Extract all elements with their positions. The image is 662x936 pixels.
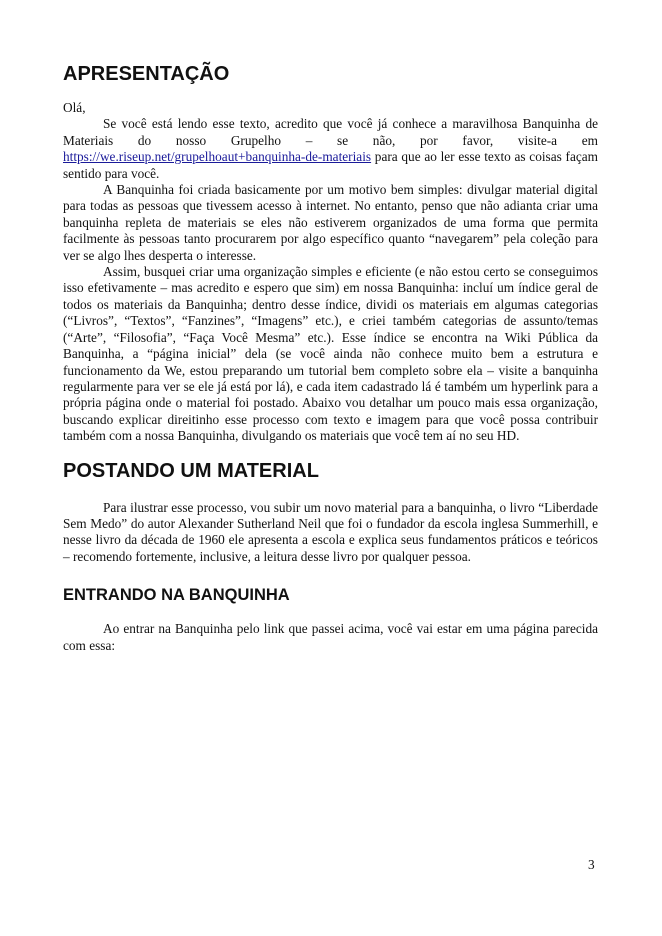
paragraph-entering: Ao entrar na Banquinha pelo link que passei acima, você vai estar em uma página parecida com essa: (63, 621, 598, 653)
section-apresentacao (63, 62, 598, 445)
heading-entrando: ENTRANDO NA BANQUINHA (63, 586, 290, 605)
heading-postando: POSTANDO UM MATERIAL (63, 459, 319, 482)
section-postando (63, 459, 598, 566)
heading-apresentacao: APRESENTAÇÃO (63, 63, 230, 85)
paragraph-motivation: A Banquinha foi criada basicamente por um motivo bem simples: divulgar material digital para todas as pessoas que tivessem acesso à internet. No entanto, penso que não adianta criar uma banquinha repleta de materiais se eles não estiverem organizados de uma forma que permita facilmente às pessoas tanto procurarem por algo específico quanto “navegarem” pela coleção para ver se algo lhes desperta o interesse. (63, 182, 598, 263)
paragraph-intro-text-2: para que ao ler esse texto as coisas façam sentido para você. (63, 149, 598, 181)
greeting: Olá, (63, 100, 86, 115)
section-entrando (63, 585, 598, 654)
paragraph-intro (63, 116, 598, 182)
paragraph-organization: Assim, busquei criar uma organização simples e eficiente (e não estou certo se conseguimos isso efetivamente – mas acredito e espero que sim) em nossa Banquinha: incluí um índice geral de todos os materiais da Banquinha; dentro desse índice, dividi os materiais em algumas categorias (“Livros”, “Textos”, “Fanzines”, “Imagens” etc.), e criei também categorias de assunto/temas (“Arte”, “Filosofia”, “Faça Você Mesma” etc.). Esse índice se encontra na Wiki Pública da Banquinha, a “página inicial” dela (se você ainda não conhece muito bem a estrutura e funcionamento da We, estou preparando um tutorial bem completo sobre ela – visite a banquinha regularmente para ver se ele já está por lá), e cada item cadastrado lá é também um hyperlink para a própria página onde o material foi postado. Abaixo vou detalhar um pouco mais essa organização, buscando explicar direitinho esse processo com texto e imagem para que você possa contribuir também com a nossa Banquinha, divulgando os materiais que você tem aí no seu HD. (63, 264, 598, 444)
document-page (63, 58, 598, 654)
paragraph-intro-text-1: Se você está lendo esse texto, acredito que você já conhece a maravilhosa Banquinha de Materiais do nosso Grupelho – se não, por favor, visite-a em (63, 116, 598, 148)
page-number: 3 (588, 857, 595, 872)
banquinha-link[interactable]: https://we.riseup.net/grupelhoaut+banquinha-de-materiais (63, 149, 372, 165)
paragraph-posting: Para ilustrar esse processo, vou subir um novo material para a banquinha, o livro “Liberdade Sem Medo” do autor Alexander Sutherland Neil que foi o fundador da escola inglesa Summerhill, e nesse livro da década de 1960 ele apresenta a escola e explica seus fundamentos práticos e teóricos – recomendo fortemente, inclusive, a leitura desse livro por qualquer pessoa. (63, 499, 598, 564)
